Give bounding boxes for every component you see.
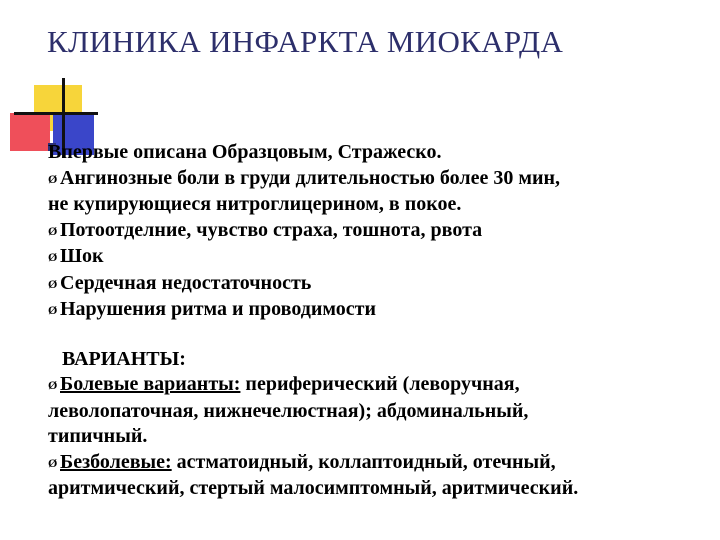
variant-item bbox=[48, 450, 708, 477]
variant-continuation: типичный. bbox=[48, 425, 148, 447]
arrow-bullet-icon: Ø bbox=[48, 378, 58, 392]
arrow-bullet-icon: Ø bbox=[48, 303, 58, 317]
bullet-text: Шок bbox=[60, 245, 104, 267]
variant-text: астматоидный, коллаптоидный, отечный, bbox=[171, 450, 556, 473]
variant-term: Болевые варианты: bbox=[60, 373, 241, 395]
bullet-text: Ангинозные боли в груди длительностью более 30 мин, bbox=[60, 166, 561, 189]
bullet-item bbox=[48, 218, 708, 245]
decor-red-square bbox=[10, 113, 50, 151]
variant-item bbox=[48, 372, 708, 399]
variants-heading: ВАРИАНТЫ: bbox=[62, 347, 186, 370]
spacer bbox=[48, 324, 708, 347]
slide-body bbox=[48, 140, 708, 502]
bullet-text: Нарушения ритма и проводимости bbox=[60, 298, 376, 320]
bullet-item bbox=[48, 244, 708, 271]
bullet-continuation: не купирующиеся нитроглицерином, в покое. bbox=[48, 193, 462, 215]
variant-text: периферический (леворучная, bbox=[240, 373, 520, 395]
bullet-item bbox=[48, 297, 708, 324]
bullet-item bbox=[48, 166, 708, 193]
arrow-bullet-icon: Ø bbox=[48, 455, 58, 470]
decor-horizontal-line bbox=[14, 112, 98, 115]
variant-continuation: леволопаточная, нижнечелюстная); абдоминальный, bbox=[48, 399, 529, 422]
variant-term: Безболевые: bbox=[60, 450, 172, 473]
arrow-bullet-icon: Ø bbox=[48, 171, 58, 186]
slide-title: КЛИНИКА ИНФАРКТА МИОКАРДА bbox=[47, 24, 564, 59]
variant-continuation: аритмический, стертый малосимптомный, аритмический. bbox=[48, 477, 579, 499]
arrow-bullet-icon: Ø bbox=[48, 223, 58, 238]
arrow-bullet-icon: Ø bbox=[48, 250, 58, 264]
first-line: Впервые описана Образцовым, Стражеско. bbox=[48, 141, 442, 163]
bullet-text: Потоотделние, чувство страха, тошнота, рвота bbox=[60, 218, 483, 241]
bullet-text: Сердечная недостаточность bbox=[60, 271, 312, 294]
bullet-item bbox=[48, 271, 708, 298]
arrow-bullet-icon: Ø bbox=[48, 276, 58, 291]
